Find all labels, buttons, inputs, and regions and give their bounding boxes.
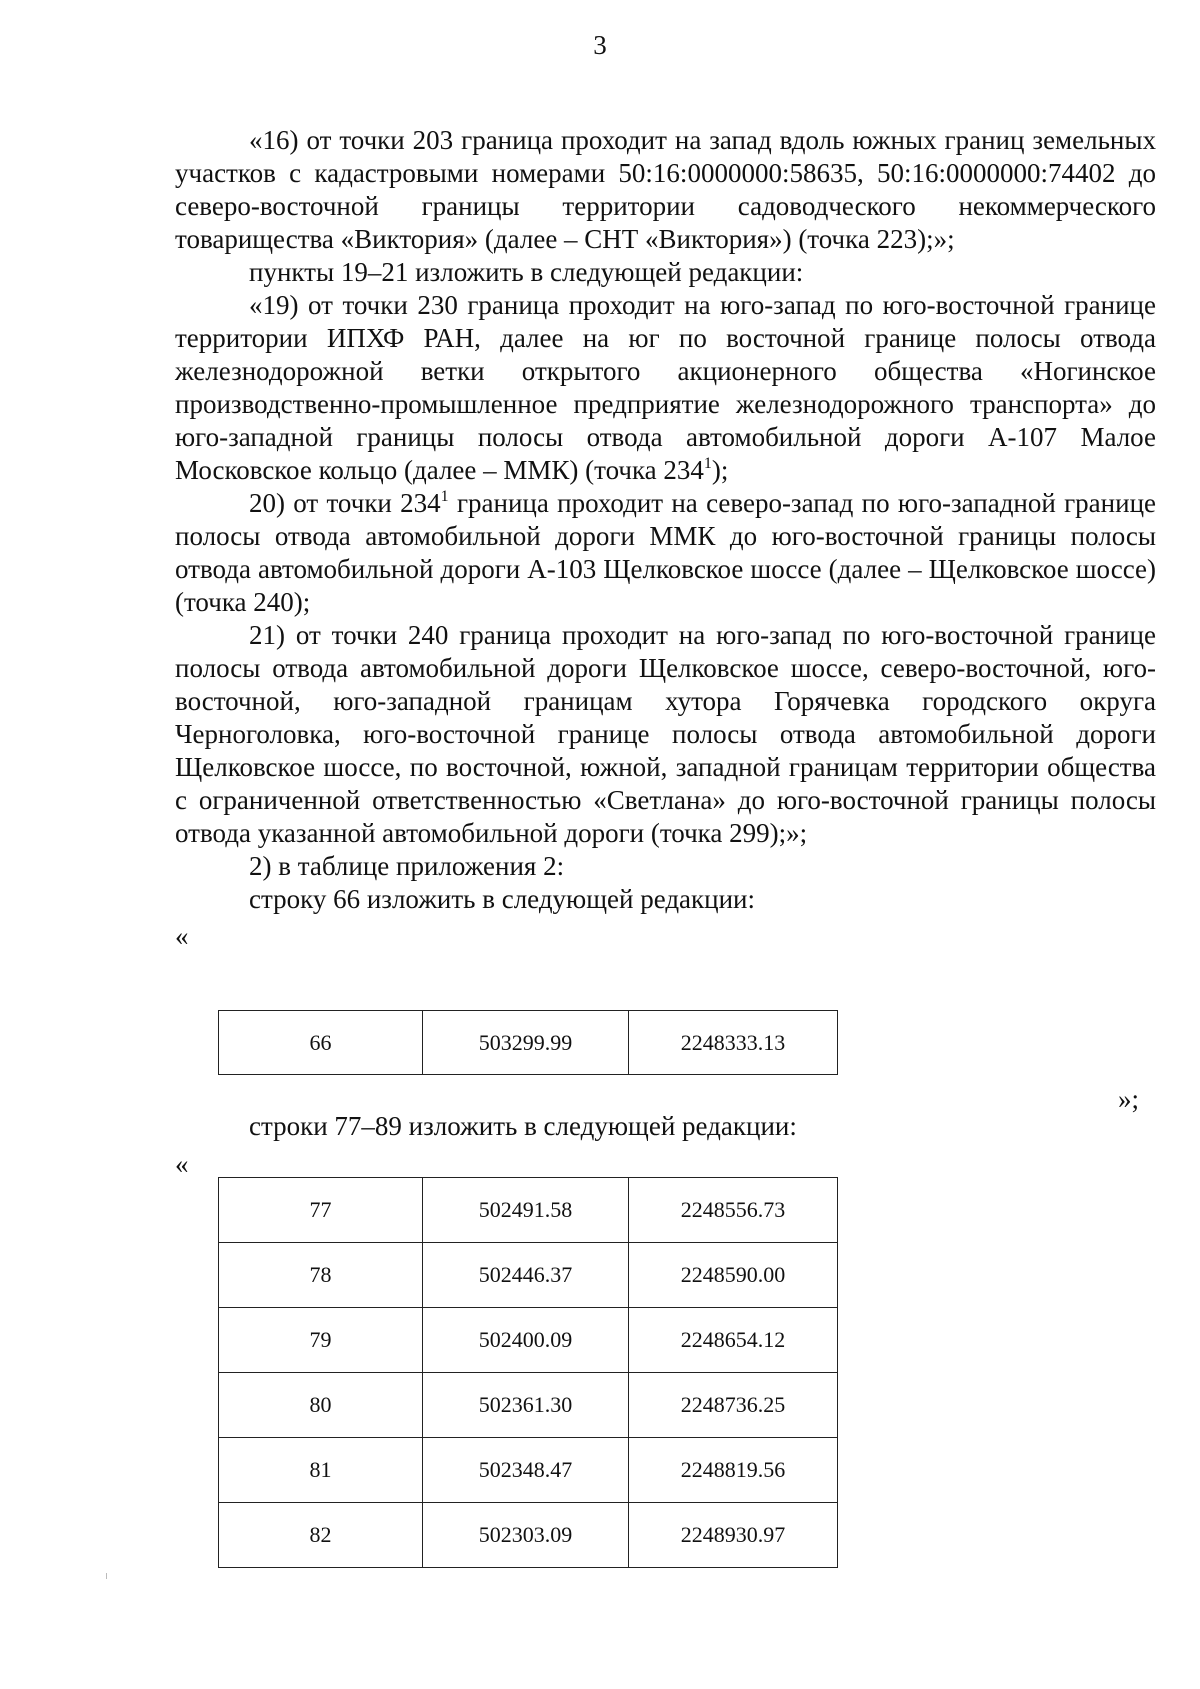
paragraph-19-superscript: 1 <box>703 455 712 472</box>
paragraph-20-rest: граница проходит на северо-запад по юго-западной границе полосы отвода автомобильной дороги ММК до юго-восточной границы полосы отвода автомобильной дороги А-103 Щелковское шоссе (далее – Щелковское шоссе) (точка 240); <box>175 488 1157 617</box>
paragraph-19 <box>175 289 1156 487</box>
paragraph-20-start: 20) от точки 234 <box>249 488 441 518</box>
y-coordinate-cell: 2248736.25 <box>629 1373 838 1438</box>
y-coordinate-cell: 2248556.73 <box>629 1178 838 1243</box>
table-row <box>219 1243 838 1308</box>
paragraph-16: «16) от точки 203 граница проходит на запад вдоль южных границ земельных участков с кадастровыми номерами 50:16:0000000:58635, 50:16:0000000:74402 до северо-восточной границы территории садоводческого некоммерческого товарищества «Виктория» (далее – СНТ «Виктория») (точка 223);»; <box>175 125 1156 254</box>
coordinate-table-row-66 <box>218 1010 838 1075</box>
quote-open-mark: « <box>175 921 189 951</box>
quote-close-mark: »; <box>1118 1084 1140 1114</box>
y-coordinate-cell: 2248590.00 <box>629 1243 838 1308</box>
scan-margin-mark <box>106 1573 107 1579</box>
paragraph-intro-19-21: пункты 19–21 изложить в следующей редакции: <box>249 257 804 287</box>
document-body <box>175 124 1156 916</box>
paragraph-row-66-intro: строку 66 изложить в следующей редакции: <box>249 884 756 914</box>
paragraph-19-end: ); <box>711 455 729 485</box>
paragraph-21: 21) от точки 240 граница проходит на юго-запад по юго-восточной границе полосы отвода автомобильной дороги Щелковское шоссе, северо-восточной, юго-восточной, юго-западной границам хутора Горячевка городского округа Черноголовка, юго-восточной границе полосы отвода автомобильной дороги Щелковское шоссе, по восточной, южной, западной границам территории общества с ограниченной ответственностью «Светлана» до юго-восточной границы полосы отвода указанной автомобильной дороги (точка 299);»; <box>175 620 1156 848</box>
point-number-cell: 78 <box>219 1243 423 1308</box>
x-coordinate-cell: 502400.09 <box>423 1308 629 1373</box>
quote-open-mark-2: « <box>175 1149 189 1179</box>
y-coordinate-cell: 2248930.97 <box>629 1503 838 1568</box>
table-row <box>219 1308 838 1373</box>
point-number-cell: 80 <box>219 1373 423 1438</box>
y-coordinate-cell: 2248819.56 <box>629 1438 838 1503</box>
table-row <box>219 1503 838 1568</box>
table-row <box>219 1438 838 1503</box>
point-number-cell: 77 <box>219 1178 423 1243</box>
paragraph-20 <box>175 487 1156 619</box>
x-coordinate-cell: 502361.30 <box>423 1373 629 1438</box>
point-number-cell: 79 <box>219 1308 423 1373</box>
table-row <box>219 1011 838 1075</box>
table-row <box>219 1373 838 1438</box>
x-coordinate-cell: 502348.47 <box>423 1438 629 1503</box>
x-coordinate-cell: 503299.99 <box>423 1011 629 1075</box>
table-row <box>219 1178 838 1243</box>
rows-77-89-intro: строки 77–89 изложить в следующей редакции: <box>249 1111 797 1141</box>
point-number-cell: 66 <box>219 1011 423 1075</box>
x-coordinate-cell: 502446.37 <box>423 1243 629 1308</box>
x-coordinate-cell: 502491.58 <box>423 1178 629 1243</box>
coordinate-table-rows-77-89 <box>218 1177 838 1568</box>
page-number: 3 <box>593 30 607 60</box>
paragraph-19-text: «19) от точки 230 граница проходит на юго-запад по юго-восточной границе территории ИПХФ РАН, далее на юг по восточной границе полосы отвода железнодорожной ветки открытого акционерного общества «Ногинское производственно-промышленное предприятие железнодорожного транспорта» до юго-западной границы полосы отвода автомобильной дороги А-107 Малое Московское кольцо (далее – ММК) (точка 234 <box>175 290 1156 485</box>
point-number-cell: 81 <box>219 1438 423 1503</box>
y-coordinate-cell: 2248333.13 <box>629 1011 838 1075</box>
point-number-cell: 82 <box>219 1503 423 1568</box>
coordinate-table-rows-77-89-body <box>219 1178 838 1568</box>
paragraph-20-superscript: 1 <box>440 488 449 505</box>
x-coordinate-cell: 502303.09 <box>423 1503 629 1568</box>
coordinate-table-row-66-body <box>219 1011 838 1075</box>
paragraph-table-appendix: 2) в таблице приложения 2: <box>249 851 565 881</box>
y-coordinate-cell: 2248654.12 <box>629 1308 838 1373</box>
